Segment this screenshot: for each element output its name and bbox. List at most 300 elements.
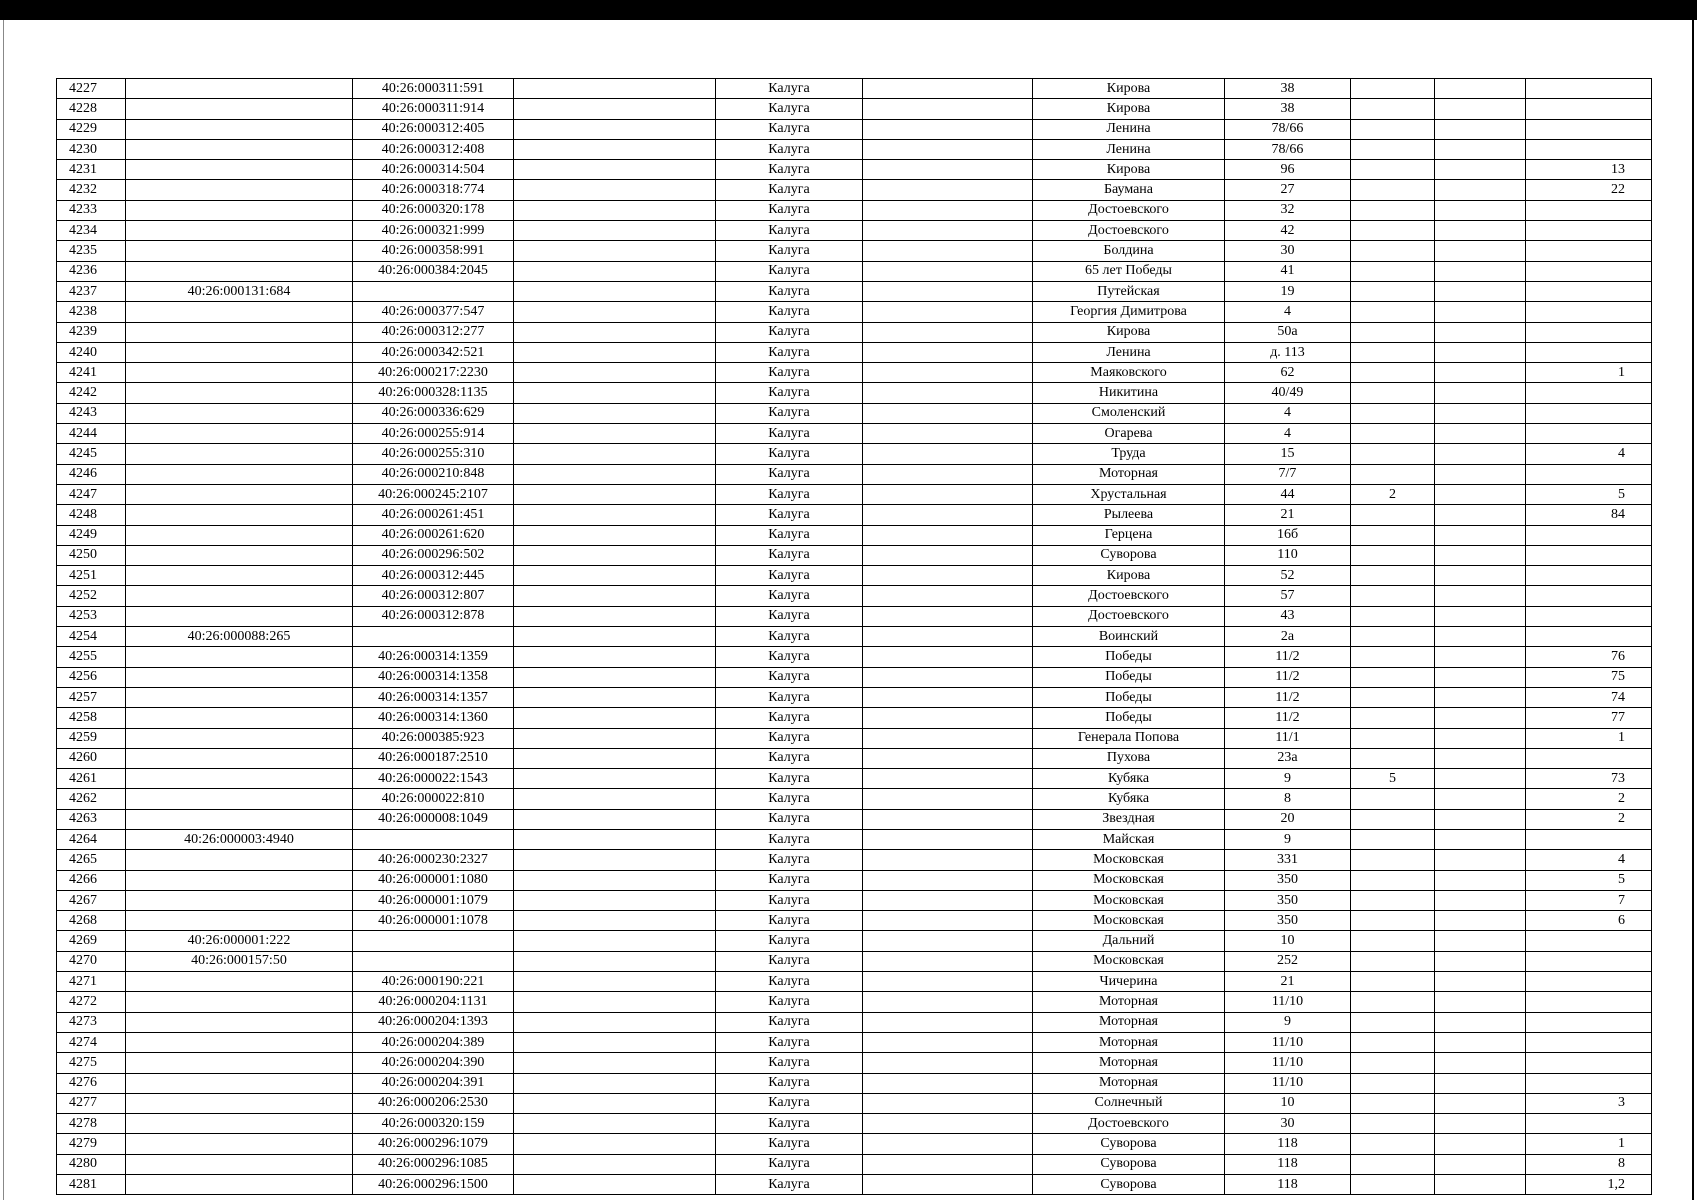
- row-number-cell: 4238: [57, 302, 126, 322]
- table-row: [57, 748, 1652, 768]
- cadastral-building-cell: 40:26:000314:504: [353, 160, 514, 180]
- empty-cell: [1435, 769, 1526, 789]
- row-number-cell: 4276: [57, 1073, 126, 1093]
- table-row: [57, 525, 1652, 545]
- city-cell: Калуга: [716, 769, 863, 789]
- city-cell: Калуга: [716, 261, 863, 281]
- row-number-cell: 4248: [57, 505, 126, 525]
- empty-cell: [863, 769, 1033, 789]
- cadastral-land-cell: [126, 606, 353, 626]
- city-cell: Калуга: [716, 850, 863, 870]
- house-cell: 78/66: [1225, 139, 1351, 159]
- house-cell: 52: [1225, 566, 1351, 586]
- apartment-cell: 73: [1526, 769, 1652, 789]
- apartment-cell: [1526, 1114, 1652, 1134]
- empty-cell: [1435, 545, 1526, 565]
- building-cell: [1351, 79, 1435, 99]
- building-cell: [1351, 1154, 1435, 1174]
- building-cell: [1351, 606, 1435, 626]
- empty-cell: [1435, 951, 1526, 971]
- empty-cell: [863, 342, 1033, 362]
- cadastral-building-cell: 40:26:000311:914: [353, 99, 514, 119]
- apartment-cell: 1: [1526, 1134, 1652, 1154]
- table-row: [57, 1053, 1652, 1073]
- empty-cell: [1435, 139, 1526, 159]
- row-number-cell: 4255: [57, 647, 126, 667]
- city-cell: Калуга: [716, 748, 863, 768]
- row-number-cell: 4258: [57, 708, 126, 728]
- cadastral-land-cell: [126, 748, 353, 768]
- street-cell: Чичерина: [1033, 972, 1225, 992]
- street-cell: Герцена: [1033, 525, 1225, 545]
- cadastral-building-cell: 40:26:000312:277: [353, 322, 514, 342]
- street-cell: Моторная: [1033, 1032, 1225, 1052]
- street-cell: Баумана: [1033, 180, 1225, 200]
- table-row: [57, 261, 1652, 281]
- row-number-cell: 4269: [57, 931, 126, 951]
- street-cell: Моторная: [1033, 1012, 1225, 1032]
- cadastral-land-cell: [126, 1053, 353, 1073]
- building-cell: [1351, 586, 1435, 606]
- house-cell: 11/2: [1225, 647, 1351, 667]
- house-cell: 21: [1225, 505, 1351, 525]
- empty-cell: [1435, 200, 1526, 220]
- building-cell: [1351, 139, 1435, 159]
- empty-cell: [863, 850, 1033, 870]
- row-number-cell: 4266: [57, 870, 126, 890]
- cadastral-land-cell: [126, 545, 353, 565]
- cadastral-building-cell: 40:26:000320:159: [353, 1114, 514, 1134]
- city-cell: Калуга: [716, 1073, 863, 1093]
- empty-cell: [1435, 1032, 1526, 1052]
- empty-cell: [514, 1134, 716, 1154]
- empty-cell: [863, 525, 1033, 545]
- city-cell: Калуга: [716, 789, 863, 809]
- house-cell: 38: [1225, 79, 1351, 99]
- cadastral-building-cell: 40:26:000204:389: [353, 1032, 514, 1052]
- city-cell: Калуга: [716, 708, 863, 728]
- cadastral-building-cell: [353, 931, 514, 951]
- empty-cell: [863, 687, 1033, 707]
- empty-cell: [514, 322, 716, 342]
- street-cell: Солнечный: [1033, 1093, 1225, 1113]
- cadastral-land-cell: [126, 383, 353, 403]
- table-row: [57, 829, 1652, 849]
- scan-left-edge: [3, 20, 4, 1200]
- cadastral-land-cell: [126, 708, 353, 728]
- apartment-cell: [1526, 586, 1652, 606]
- apartment-cell: [1526, 302, 1652, 322]
- empty-cell: [514, 505, 716, 525]
- row-number-cell: 4235: [57, 241, 126, 261]
- empty-cell: [863, 261, 1033, 281]
- apartment-cell: [1526, 1073, 1652, 1093]
- table-row: [57, 931, 1652, 951]
- city-cell: Калуга: [716, 972, 863, 992]
- table-row: [57, 850, 1652, 870]
- empty-cell: [863, 200, 1033, 220]
- empty-cell: [1435, 403, 1526, 423]
- row-number-cell: 4278: [57, 1114, 126, 1134]
- row-number-cell: 4245: [57, 444, 126, 464]
- row-number-cell: 4231: [57, 160, 126, 180]
- city-cell: Калуга: [716, 221, 863, 241]
- empty-cell: [1435, 322, 1526, 342]
- cadastral-building-cell: 40:26:000312:405: [353, 119, 514, 139]
- table-row: [57, 667, 1652, 687]
- building-cell: [1351, 748, 1435, 768]
- empty-cell: [514, 647, 716, 667]
- empty-cell: [863, 627, 1033, 647]
- empty-cell: [514, 829, 716, 849]
- building-cell: [1351, 890, 1435, 910]
- building-cell: [1351, 383, 1435, 403]
- empty-cell: [514, 444, 716, 464]
- row-number-cell: 4256: [57, 667, 126, 687]
- cadastral-land-cell: [126, 972, 353, 992]
- empty-cell: [514, 180, 716, 200]
- empty-cell: [514, 1053, 716, 1073]
- empty-cell: [1435, 484, 1526, 504]
- row-number-cell: 4263: [57, 809, 126, 829]
- table-row: [57, 464, 1652, 484]
- empty-cell: [863, 464, 1033, 484]
- house-cell: 118: [1225, 1154, 1351, 1174]
- city-cell: Калуга: [716, 1114, 863, 1134]
- street-cell: Московская: [1033, 951, 1225, 971]
- apartment-cell: [1526, 241, 1652, 261]
- city-cell: Калуга: [716, 545, 863, 565]
- row-number-cell: 4260: [57, 748, 126, 768]
- empty-cell: [1435, 160, 1526, 180]
- street-cell: Болдина: [1033, 241, 1225, 261]
- cadastral-building-cell: 40:26:000296:1079: [353, 1134, 514, 1154]
- building-cell: [1351, 119, 1435, 139]
- table-row: [57, 687, 1652, 707]
- empty-cell: [863, 79, 1033, 99]
- empty-cell: [514, 708, 716, 728]
- empty-cell: [514, 566, 716, 586]
- building-cell: [1351, 281, 1435, 301]
- cadastral-building-cell: 40:26:000377:547: [353, 302, 514, 322]
- empty-cell: [863, 566, 1033, 586]
- empty-cell: [514, 870, 716, 890]
- empty-cell: [514, 586, 716, 606]
- city-cell: Калуга: [716, 322, 863, 342]
- row-number-cell: 4234: [57, 221, 126, 241]
- building-cell: [1351, 667, 1435, 687]
- street-cell: Кирова: [1033, 99, 1225, 119]
- apartment-cell: 22: [1526, 180, 1652, 200]
- empty-cell: [514, 281, 716, 301]
- cadastral-building-cell: 40:26:000328:1135: [353, 383, 514, 403]
- empty-cell: [514, 748, 716, 768]
- house-cell: 11/2: [1225, 708, 1351, 728]
- empty-cell: [863, 708, 1033, 728]
- table-row: [57, 424, 1652, 444]
- apartment-cell: [1526, 748, 1652, 768]
- street-cell: Достоевского: [1033, 1114, 1225, 1134]
- apartment-cell: [1526, 322, 1652, 342]
- table-row: [57, 383, 1652, 403]
- table-row: [57, 951, 1652, 971]
- table-row: [57, 545, 1652, 565]
- city-cell: Калуга: [716, 1032, 863, 1052]
- cadastral-building-cell: 40:26:000206:2530: [353, 1093, 514, 1113]
- table-row: [57, 1073, 1652, 1093]
- cadastral-land-cell: 40:26:000088:265: [126, 627, 353, 647]
- cadastral-land-cell: [126, 1032, 353, 1052]
- empty-cell: [514, 464, 716, 484]
- empty-cell: [514, 1175, 716, 1195]
- table-row: [57, 1012, 1652, 1032]
- empty-cell: [863, 1053, 1033, 1073]
- apartment-cell: [1526, 1012, 1652, 1032]
- house-cell: 16б: [1225, 525, 1351, 545]
- empty-cell: [863, 1093, 1033, 1113]
- city-cell: Калуга: [716, 383, 863, 403]
- cadastral-land-cell: [126, 200, 353, 220]
- street-cell: Генерала Попова: [1033, 728, 1225, 748]
- empty-cell: [514, 1154, 716, 1174]
- empty-cell: [1435, 221, 1526, 241]
- city-cell: Калуга: [716, 281, 863, 301]
- empty-cell: [514, 627, 716, 647]
- apartment-cell: 75: [1526, 667, 1652, 687]
- house-cell: 21: [1225, 972, 1351, 992]
- house-cell: 9: [1225, 829, 1351, 849]
- table-row: [57, 1134, 1652, 1154]
- empty-cell: [1435, 708, 1526, 728]
- cadastral-land-cell: [126, 789, 353, 809]
- table-row: [57, 809, 1652, 829]
- building-cell: [1351, 1012, 1435, 1032]
- street-cell: Хрустальная: [1033, 484, 1225, 504]
- apartment-cell: [1526, 972, 1652, 992]
- table-row: [57, 363, 1652, 383]
- cadastral-building-cell: 40:26:000255:914: [353, 424, 514, 444]
- cadastral-building-cell: 40:26:000296:502: [353, 545, 514, 565]
- empty-cell: [1435, 281, 1526, 301]
- empty-cell: [514, 363, 716, 383]
- street-cell: Суворова: [1033, 545, 1225, 565]
- building-cell: [1351, 99, 1435, 119]
- row-number-cell: 4257: [57, 687, 126, 707]
- house-cell: 57: [1225, 586, 1351, 606]
- empty-cell: [863, 1154, 1033, 1174]
- city-cell: Калуга: [716, 241, 863, 261]
- row-number-cell: 4236: [57, 261, 126, 281]
- cadastral-land-cell: [126, 870, 353, 890]
- building-cell: 5: [1351, 769, 1435, 789]
- city-cell: Калуга: [716, 1175, 863, 1195]
- empty-cell: [863, 789, 1033, 809]
- house-cell: 350: [1225, 911, 1351, 931]
- house-cell: 11/10: [1225, 1073, 1351, 1093]
- building-cell: [1351, 525, 1435, 545]
- apartment-cell: 3: [1526, 1093, 1652, 1113]
- street-cell: Суворова: [1033, 1154, 1225, 1174]
- cadastral-land-cell: [126, 992, 353, 1012]
- building-cell: [1351, 992, 1435, 1012]
- street-cell: Смоленский: [1033, 403, 1225, 423]
- cadastral-building-cell: 40:26:000001:1079: [353, 890, 514, 910]
- table-row: [57, 972, 1652, 992]
- building-cell: 2: [1351, 484, 1435, 504]
- apartment-cell: [1526, 281, 1652, 301]
- apartment-cell: [1526, 464, 1652, 484]
- apartment-cell: [1526, 606, 1652, 626]
- city-cell: Калуга: [716, 606, 863, 626]
- cadastral-building-cell: 40:26:000314:1357: [353, 687, 514, 707]
- empty-cell: [1435, 444, 1526, 464]
- empty-cell: [514, 850, 716, 870]
- city-cell: Калуга: [716, 1053, 863, 1073]
- empty-cell: [863, 119, 1033, 139]
- cadastral-building-cell: [353, 951, 514, 971]
- city-cell: Калуга: [716, 1012, 863, 1032]
- cadastral-land-cell: [126, 769, 353, 789]
- cadastral-building-cell: 40:26:000318:774: [353, 180, 514, 200]
- row-number-cell: 4239: [57, 322, 126, 342]
- empty-cell: [1435, 79, 1526, 99]
- table-row: [57, 789, 1652, 809]
- building-cell: [1351, 241, 1435, 261]
- empty-cell: [514, 992, 716, 1012]
- table-row: [57, 119, 1652, 139]
- empty-cell: [1435, 241, 1526, 261]
- empty-cell: [1435, 424, 1526, 444]
- table-row: [57, 302, 1652, 322]
- cadastral-land-cell: [126, 911, 353, 931]
- empty-cell: [514, 911, 716, 931]
- row-number-cell: 4268: [57, 911, 126, 931]
- street-cell: Московская: [1033, 890, 1225, 910]
- row-number-cell: 4227: [57, 79, 126, 99]
- empty-cell: [514, 972, 716, 992]
- house-cell: 42: [1225, 221, 1351, 241]
- empty-cell: [1435, 627, 1526, 647]
- empty-cell: [514, 667, 716, 687]
- empty-cell: [514, 728, 716, 748]
- table-row: [57, 566, 1652, 586]
- apartment-cell: [1526, 342, 1652, 362]
- table-row: [57, 99, 1652, 119]
- empty-cell: [514, 302, 716, 322]
- cadastral-land-cell: [126, 241, 353, 261]
- empty-cell: [1435, 1073, 1526, 1093]
- street-cell: Кубяка: [1033, 789, 1225, 809]
- street-cell: Кирова: [1033, 160, 1225, 180]
- cadastral-building-cell: 40:26:000001:1080: [353, 870, 514, 890]
- apartment-cell: 4: [1526, 850, 1652, 870]
- cadastral-building-cell: 40:26:000336:629: [353, 403, 514, 423]
- building-cell: [1351, 180, 1435, 200]
- cadastral-land-cell: [126, 1012, 353, 1032]
- house-cell: 11/2: [1225, 687, 1351, 707]
- street-cell: Пухова: [1033, 748, 1225, 768]
- table-row: [57, 322, 1652, 342]
- cadastral-building-cell: 40:26:000342:521: [353, 342, 514, 362]
- empty-cell: [514, 809, 716, 829]
- table-row: [57, 241, 1652, 261]
- cadastral-land-cell: [126, 1093, 353, 1113]
- street-cell: Победы: [1033, 687, 1225, 707]
- street-cell: Путейская: [1033, 281, 1225, 301]
- table-row: [57, 281, 1652, 301]
- cadastral-land-cell: 40:26:000131:684: [126, 281, 353, 301]
- table-row: [57, 647, 1652, 667]
- empty-cell: [514, 1073, 716, 1093]
- house-cell: 7/7: [1225, 464, 1351, 484]
- apartment-cell: 76: [1526, 647, 1652, 667]
- empty-cell: [863, 1134, 1033, 1154]
- empty-cell: [1435, 119, 1526, 139]
- street-cell: Победы: [1033, 647, 1225, 667]
- empty-cell: [1435, 363, 1526, 383]
- empty-cell: [1435, 728, 1526, 748]
- empty-cell: [1435, 302, 1526, 322]
- empty-cell: [1435, 505, 1526, 525]
- apartment-cell: 1,2: [1526, 1175, 1652, 1195]
- cadastral-land-cell: [126, 424, 353, 444]
- city-cell: Калуга: [716, 992, 863, 1012]
- empty-cell: [863, 281, 1033, 301]
- cadastral-building-cell: 40:26:000261:451: [353, 505, 514, 525]
- building-cell: [1351, 363, 1435, 383]
- table-row: [57, 1093, 1652, 1113]
- city-cell: Калуга: [716, 1093, 863, 1113]
- street-cell: Суворова: [1033, 1175, 1225, 1195]
- cadastral-building-cell: 40:26:000314:1358: [353, 667, 514, 687]
- apartment-cell: [1526, 829, 1652, 849]
- row-number-cell: 4279: [57, 1134, 126, 1154]
- row-number-cell: 4228: [57, 99, 126, 119]
- house-cell: д. 113: [1225, 342, 1351, 362]
- empty-cell: [863, 302, 1033, 322]
- empty-cell: [863, 505, 1033, 525]
- empty-cell: [1435, 829, 1526, 849]
- cadastral-building-cell: [353, 627, 514, 647]
- row-number-cell: 4246: [57, 464, 126, 484]
- empty-cell: [514, 200, 716, 220]
- building-cell: [1351, 566, 1435, 586]
- empty-cell: [863, 972, 1033, 992]
- table-row: [57, 180, 1652, 200]
- empty-cell: [863, 403, 1033, 423]
- street-cell: Достоевского: [1033, 586, 1225, 606]
- table-row: [57, 992, 1652, 1012]
- city-cell: Калуга: [716, 687, 863, 707]
- empty-cell: [863, 139, 1033, 159]
- cadastral-land-cell: [126, 1154, 353, 1174]
- building-cell: [1351, 809, 1435, 829]
- cadastral-building-cell: 40:26:000008:1049: [353, 809, 514, 829]
- apartment-cell: [1526, 221, 1652, 241]
- cadastral-building-cell: 40:26:000210:848: [353, 464, 514, 484]
- empty-cell: [514, 890, 716, 910]
- empty-cell: [863, 545, 1033, 565]
- apartment-cell: 2: [1526, 789, 1652, 809]
- cadastral-building-cell: 40:26:000384:2045: [353, 261, 514, 281]
- house-cell: 11/10: [1225, 1053, 1351, 1073]
- row-number-cell: 4229: [57, 119, 126, 139]
- cadastral-land-cell: [126, 647, 353, 667]
- building-cell: [1351, 545, 1435, 565]
- city-cell: Калуга: [716, 931, 863, 951]
- row-number-cell: 4254: [57, 627, 126, 647]
- street-cell: Московская: [1033, 850, 1225, 870]
